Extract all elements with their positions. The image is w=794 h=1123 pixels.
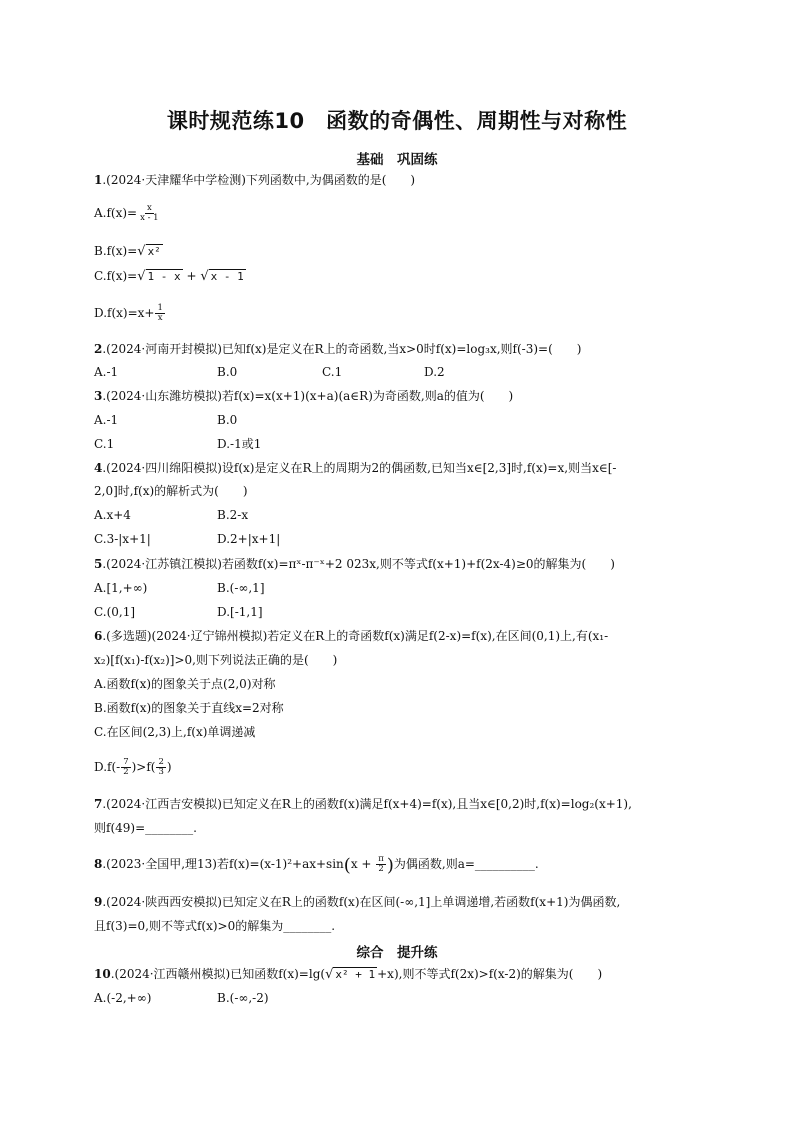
option-a: A.x+4 bbox=[94, 508, 131, 522]
question-text: .(多选题)(2024·辽宁锦州模拟)若定义在R上的奇函数f(x)满足f(2-x)=f(x),在区间(0,1)上,有(x₁- bbox=[102, 629, 609, 643]
question-text: .(2024·江苏镇江模拟)若函数f(x)=πˣ-π⁻ˣ+2 023x,则不等式f(x+1)+f(2x-4)≥0的解集为( ) bbox=[102, 557, 615, 571]
fraction bbox=[155, 304, 164, 323]
fraction bbox=[138, 204, 160, 223]
option-a: A.函数f(x)的图象关于点(2,0)对称 bbox=[94, 677, 276, 691]
section-heading-basic: 基础 巩固练 bbox=[356, 152, 438, 168]
question-text: .(2024·山东潍坊模拟)若f(x)=x(x+1)(x+a)(a∈R)为奇函数,则a的值为( ) bbox=[102, 389, 514, 403]
question-text: .(2024·江西吉安模拟)已知定义在R上的函数f(x)满足f(x+4)=f(x),且当x∈[0,2)时,f(x)=log₂(x+1), bbox=[102, 797, 632, 811]
question-10 bbox=[94, 966, 602, 983]
question-1 bbox=[94, 172, 415, 188]
option-b: B.2-x bbox=[217, 508, 249, 522]
question-6 bbox=[94, 628, 608, 644]
denominator: x - 1 bbox=[140, 213, 159, 223]
fraction bbox=[121, 758, 130, 777]
question-number: 2 bbox=[94, 342, 103, 356]
radicand: x² bbox=[147, 245, 161, 258]
numerator: 7 bbox=[123, 757, 129, 767]
option-d: D.[-1,1] bbox=[217, 605, 263, 619]
question-number: 10 bbox=[94, 967, 111, 981]
option-label: D.f(- bbox=[94, 760, 121, 774]
question-7-continued: 则f(49)=________. bbox=[94, 821, 197, 835]
option-label: B.f(x)= bbox=[94, 244, 138, 258]
radicand: x² + 1 bbox=[335, 968, 376, 981]
option-c: C.在区间(2,3)上,f(x)单调递减 bbox=[94, 725, 256, 739]
option-text: )>f( bbox=[131, 760, 156, 774]
option-label: D.f(x)=x+ bbox=[94, 306, 155, 320]
radical-sign: √ bbox=[137, 269, 146, 284]
question-3 bbox=[94, 388, 513, 404]
question-text: .(2024·江西赣州模拟)已知函数f(x)=lg( bbox=[110, 967, 326, 981]
radicand: 1 - x bbox=[147, 270, 181, 283]
right-paren: ) bbox=[386, 855, 394, 876]
question-9 bbox=[94, 894, 620, 910]
option-b: B.(-∞,-2) bbox=[217, 991, 269, 1005]
denominator: 2 bbox=[378, 864, 384, 874]
question-text: .(2024·河南开封模拟)已知f(x)是定义在R上的奇函数,当x>0时f(x)=log₃x,则f(-3)=( ) bbox=[102, 342, 582, 356]
option-b: B.(-∞,1] bbox=[217, 581, 265, 595]
question-number: 9 bbox=[94, 895, 103, 909]
option-label: C.f(x)= bbox=[94, 269, 138, 283]
option-c: C.3-|x+1| bbox=[94, 532, 151, 546]
question-number: 4 bbox=[94, 461, 103, 475]
option-c: C.1 bbox=[322, 365, 343, 379]
radicand: x - 1 bbox=[210, 270, 244, 283]
option-a: A.-1 bbox=[94, 413, 119, 427]
question-number: 1 bbox=[94, 173, 103, 187]
question-text: .(2024·陕西西安模拟)已知定义在R上的函数f(x)在区间(-∞,1]上单调递增,若函数f(x+1)为偶函数, bbox=[102, 895, 621, 909]
left-paren: ( bbox=[343, 855, 351, 876]
question-number: 7 bbox=[94, 797, 103, 811]
option-c bbox=[94, 268, 246, 285]
option-b bbox=[94, 243, 163, 260]
numerator: x bbox=[146, 203, 152, 213]
question-text: .(2024·四川绵阳模拟)设f(x)是定义在R上的周期为2的偶函数,已知当x∈[2,3]时,f(x)=x,则当x∈[- bbox=[102, 461, 617, 475]
question-text: +x),则不等式f(2x)>f(x-2)的解集为( ) bbox=[377, 967, 603, 981]
option-label: A.f(x)= bbox=[94, 206, 138, 220]
question-4-continued: 2,0]时,f(x)的解析式为( ) bbox=[94, 484, 248, 498]
option-a: A.(-2,+∞) bbox=[94, 991, 152, 1005]
question-text: .(2023·全国甲,理13)若f(x)=(x-1)²+ax+sin bbox=[102, 857, 344, 871]
fraction bbox=[376, 855, 386, 874]
denominator: 2 bbox=[123, 767, 129, 777]
question-4 bbox=[94, 460, 616, 476]
option-c: C.1 bbox=[94, 437, 115, 451]
question-9-continued: 且f(3)=0,则不等式f(x)>0的解集为________. bbox=[94, 919, 336, 933]
radical-sign: √ bbox=[200, 269, 209, 284]
question-text: .(2024·天津耀华中学检测)下列函数中,为偶函数的是( ) bbox=[102, 173, 416, 187]
option-d bbox=[94, 758, 172, 777]
denominator: 3 bbox=[158, 767, 164, 777]
plus-sign: + bbox=[186, 269, 197, 283]
question-5 bbox=[94, 556, 615, 572]
question-8 bbox=[94, 855, 539, 874]
option-b: B.函数f(x)的图象关于直线x=2对称 bbox=[94, 701, 284, 715]
option-d: D.2+|x+1| bbox=[217, 532, 281, 546]
question-number: 5 bbox=[94, 557, 103, 571]
sin-argument: x + bbox=[350, 857, 376, 871]
question-number: 3 bbox=[94, 389, 103, 403]
question-6-continued: x₂)[f(x₁)-f(x₂)]>0,则下列说法正确的是( ) bbox=[94, 653, 338, 667]
page-title: 课时规范练10 函数的奇偶性、周期性与对称性 bbox=[166, 109, 628, 133]
numerator: π bbox=[378, 854, 384, 864]
option-a: A.-1 bbox=[94, 365, 119, 379]
option-b: B.0 bbox=[217, 365, 238, 379]
question-text: 为偶函数,则a=__________. bbox=[393, 857, 539, 871]
question-number: 6 bbox=[94, 629, 103, 643]
option-d: D.2 bbox=[424, 365, 445, 379]
radical-sign: √ bbox=[137, 244, 146, 259]
fraction bbox=[156, 758, 165, 777]
question-7 bbox=[94, 796, 632, 812]
question-2 bbox=[94, 341, 581, 357]
option-d bbox=[94, 304, 166, 323]
section-heading-advanced: 综合 提升练 bbox=[356, 945, 438, 961]
numerator: 1 bbox=[157, 303, 163, 313]
question-number: 8 bbox=[94, 857, 103, 871]
denominator: x bbox=[157, 313, 163, 323]
option-d: D.-1或1 bbox=[217, 437, 262, 451]
option-c: C.(0,1] bbox=[94, 605, 136, 619]
option-text: ) bbox=[166, 760, 172, 774]
numerator: 2 bbox=[158, 757, 164, 767]
radical-sign: √ bbox=[325, 967, 334, 982]
option-b: B.0 bbox=[217, 413, 238, 427]
option-a: A.[1,+∞) bbox=[94, 581, 148, 595]
option-a bbox=[94, 204, 162, 223]
